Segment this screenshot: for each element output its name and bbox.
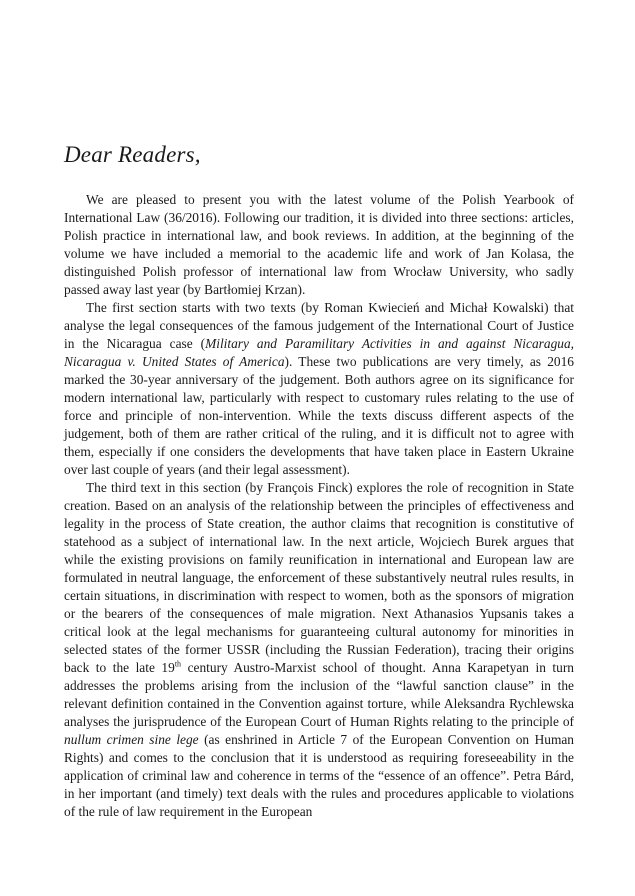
paragraph-text: We are pleased to present you with the latest volume of the Polish Yearbook of International Law (36/2016). Following our tradition, it is divided into three sections: articles, Polish practice in international law, and book reviews. In addition, at the beginning of the volume we have included a memorial to the academic life and work of Jan Kolasa, the distinguished Polish professor of international law from Wrocław University, who sadly passed away last year (by Bartłomiej Krzan). (64, 192, 574, 297)
paragraph-text: (as enshrined in Article 7 of the European Convention on Human Rights) and comes to the conclusion that it is understood as requiring foreseeability in the application of criminal law and coherence in terms of the “essence of an offence”. Petra Bárd, in her important (and timely) text deals with the rules and procedures applicable to violations of the rule of law requirement in the European (64, 732, 574, 819)
paragraph-3 (64, 479, 574, 821)
paragraph-2 (64, 299, 574, 479)
case-title-italic: Military and Paramilitary Activities in and against Nicaragua, Nicaragua v. United States of America (64, 336, 574, 369)
page-title: Dear Readers, (64, 142, 201, 167)
paragraph-1 (64, 191, 574, 299)
document-body (64, 191, 574, 821)
paragraph-text: The third text in this section (by François Finck) explores the role of recognition in State creation. Based on an analysis of the relationship between the principles of effectiveness and legality in the process of State creation, the author claims that recognition is constitutive of statehood as a subject of international law. In the next article, Wojciech Burek argues that while the existing provisions on family reunification in international and European law are formulated in neutral language, the enforcement of these substantively neutral rules results, in certain situations, in discrimination with respect to women, both as the sponsors of migration or the bearers of the consequences of male migration. Next Athanasios Yupsanis takes a critical look at the legal mechanisms for guaranteeing cultural autonomy for minorities in selected states of the former USSR (including the Russian Federation), tracing their origins back to the late 19 (64, 480, 574, 675)
latin-phrase-italic: nullum crimen sine lege (64, 732, 199, 747)
document-page (64, 140, 574, 821)
paragraph-text: ). These two publications are very timely, as 2016 marked the 30-year anniversary of the judgement. Both authors agree on its significance for modern international law, particularly with respect to customary rules relating to the use of force and principle of non-intervention. While the texts discuss different aspects of the judgement, both of them are rather critical of the ruling, and it is difficult not to agree with them, especially if one considers the developments that have taken place in Eastern Ukraine over last couple of years (and their legal assessment). (64, 354, 574, 477)
paragraph-text: The first section starts with two texts (by Roman Kwiecień and Michał Kowalski) that analyse the legal consequences of the famous judgement of the International Court of Justice in the Nicaragua case ( (64, 300, 574, 351)
paragraph-text: century Austro-Marxist school of thought. Anna Karapetyan in turn addresses the problems arising from the inclusion of the “lawful sanction clause” in the relevant definition contained in the Convention against torture, while Aleksandra Rychlewska analyses the jurisprudence of the European Court of Human Rights relating to the principle of (64, 660, 574, 729)
ordinal-superscript: th (174, 659, 182, 669)
